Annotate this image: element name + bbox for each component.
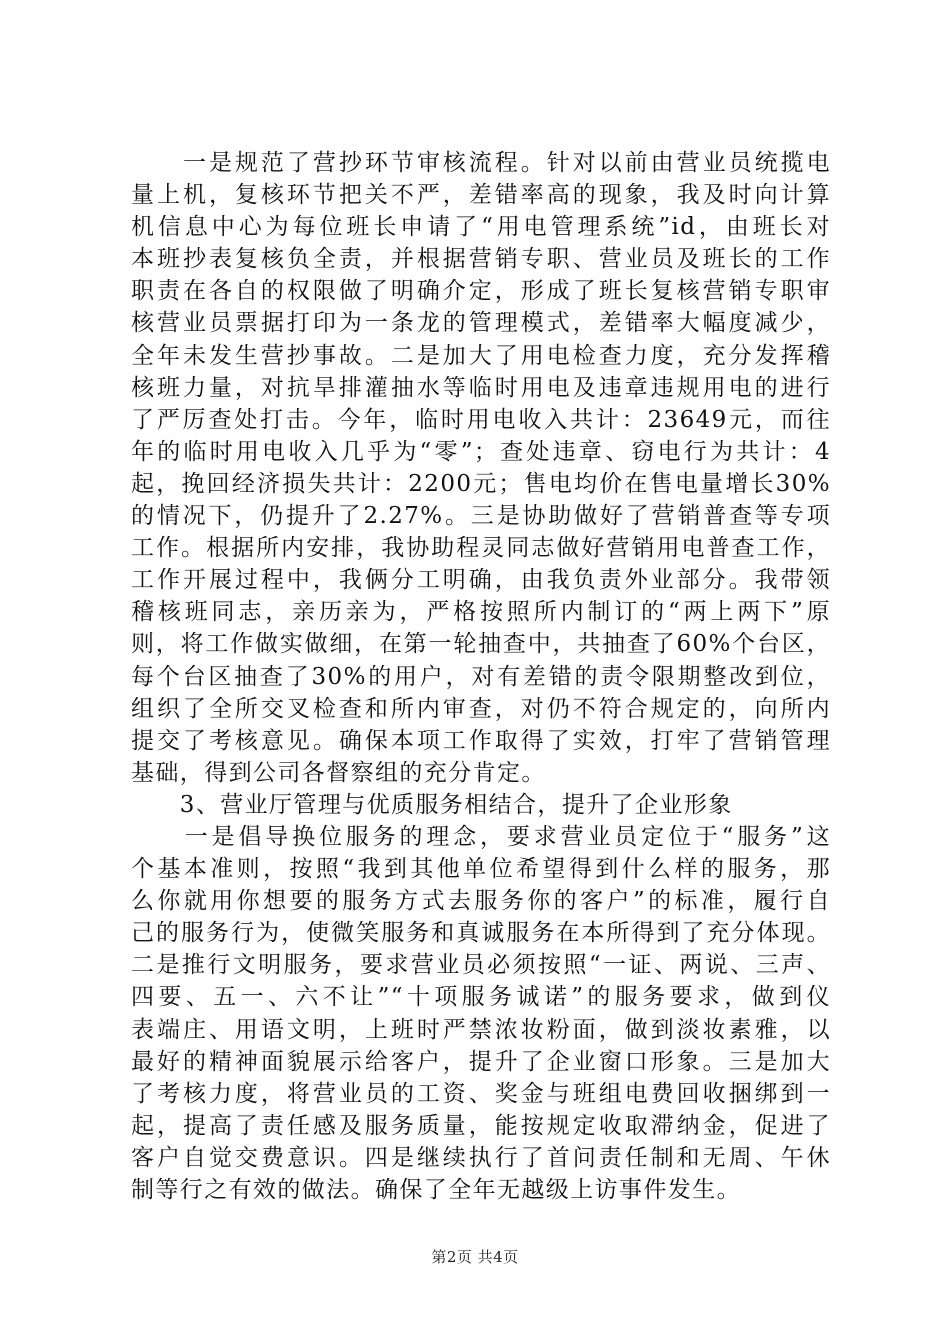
text-line: 稽核班同志，亲历亲为，严格按照所内制订的“两上两下”原 — [131, 599, 831, 626]
text-line: 起，挽回经济损失共计：2200元；售电均价在售电量增长30% — [131, 470, 831, 497]
text-line: 工作。根据所内安排，我协助程灵同志做好营销用电普查工作， — [131, 535, 831, 562]
text-line: 本班抄表复核负全责，并根据营销专职、营业员及班长的工作 — [131, 246, 831, 273]
section-heading: 3、营业厅管理与优质服务相结合，提升了企业形象 — [131, 791, 733, 818]
text-line: 最好的精神面貌展示给客户，提升了企业窗口形象。三是加大 — [131, 1048, 831, 1075]
text-line: 客户自觉交费意识。四是继续执行了首问责任制和无周、午休 — [131, 1144, 831, 1171]
text-line: 机信息中心为每位班长申请了“用电管理系统”id，由班长对 — [131, 214, 831, 241]
text-line: 每个台区抽查了30%的用户，对有差错的责令限期整改到位， — [131, 663, 831, 690]
text-line: 二是推行文明服务，要求营业员必须按照“一证、两说、三声、 — [131, 952, 831, 979]
page-number-footer: 第2页 共4页 — [431, 1248, 519, 1266]
text-line: 的情况下，仍提升了2.27%。三是协助做好了营销普查等专项 — [131, 503, 831, 530]
text-line: 职责在各自的权限做了明确介定，形成了班长复核营销专职审 — [131, 278, 831, 305]
text-line: 全年未发生营抄事故。二是加大了用电检查力度，充分发挥稽 — [131, 342, 831, 369]
text-line: 么你就用你想要的服务方式去服务你的客户”的标准，履行自 — [131, 888, 831, 915]
text-line: 起，提高了责任感及服务质量，能按规定收取滞纳金，促进了 — [131, 1112, 831, 1139]
text-line: 组织了全所交叉检查和所内审查，对仍不符合规定的，向所内 — [131, 695, 831, 722]
text-line: 个基本准则，按照“我到其他单位希望得到什么样的服务，那 — [131, 856, 831, 883]
text-line: 四要、五一、六不让”“十项服务诚诺”的服务要求，做到仪 — [131, 984, 831, 1011]
text-line: 提交了考核意见。确保本项工作取得了实效，打牢了营销管理 — [131, 727, 831, 754]
text-line: 年的临时用电收入几乎为“零”；查处违章、窃电行为共计：4 — [131, 438, 831, 465]
text-line: 一是倡导换位服务的理念，要求营业员定位于“服务”这 — [131, 823, 831, 850]
text-line: 己的服务行为，使微笑服务和真诚服务在本所得到了充分体现。 — [131, 920, 831, 947]
text-line: 表端庄、用语文明，上班时严禁浓妆粉面，做到淡妆素雅，以 — [131, 1016, 831, 1043]
text-line: 核营业员票据打印为一条龙的管理模式，差错率大幅度减少， — [131, 310, 831, 337]
text-line: 核班力量，对抗旱排灌抽水等临时用电及违章违规用电的进行 — [131, 374, 831, 401]
text-line: 工作开展过程中，我俩分工明确，由我负责外业部分。我带领 — [131, 567, 831, 594]
text-line: 制等行之有效的做法。确保了全年无越级上访事件发生。 — [131, 1177, 741, 1203]
text-line: 量上机，复核环节把关不严，差错率高的现象，我及时向计算 — [131, 182, 831, 209]
text-line: 了考核力度，将营业员的工资、奖金与班组电费回收捆绑到一 — [131, 1080, 831, 1107]
text-line: 基础，得到公司各督察组的充分肯定。 — [131, 759, 546, 786]
text-line: 一是规范了营抄环节审核流程。针对以前由营业员统揽电 — [131, 150, 831, 176]
body-text — [131, 147, 831, 1206]
text-line: 了严厉查处打击。今年，临时用电收入共计：23649元，而往 — [131, 406, 831, 433]
text-line: 则，将工作做实做细，在第一轮抽查中，共抽查了60%个台区， — [131, 631, 831, 658]
